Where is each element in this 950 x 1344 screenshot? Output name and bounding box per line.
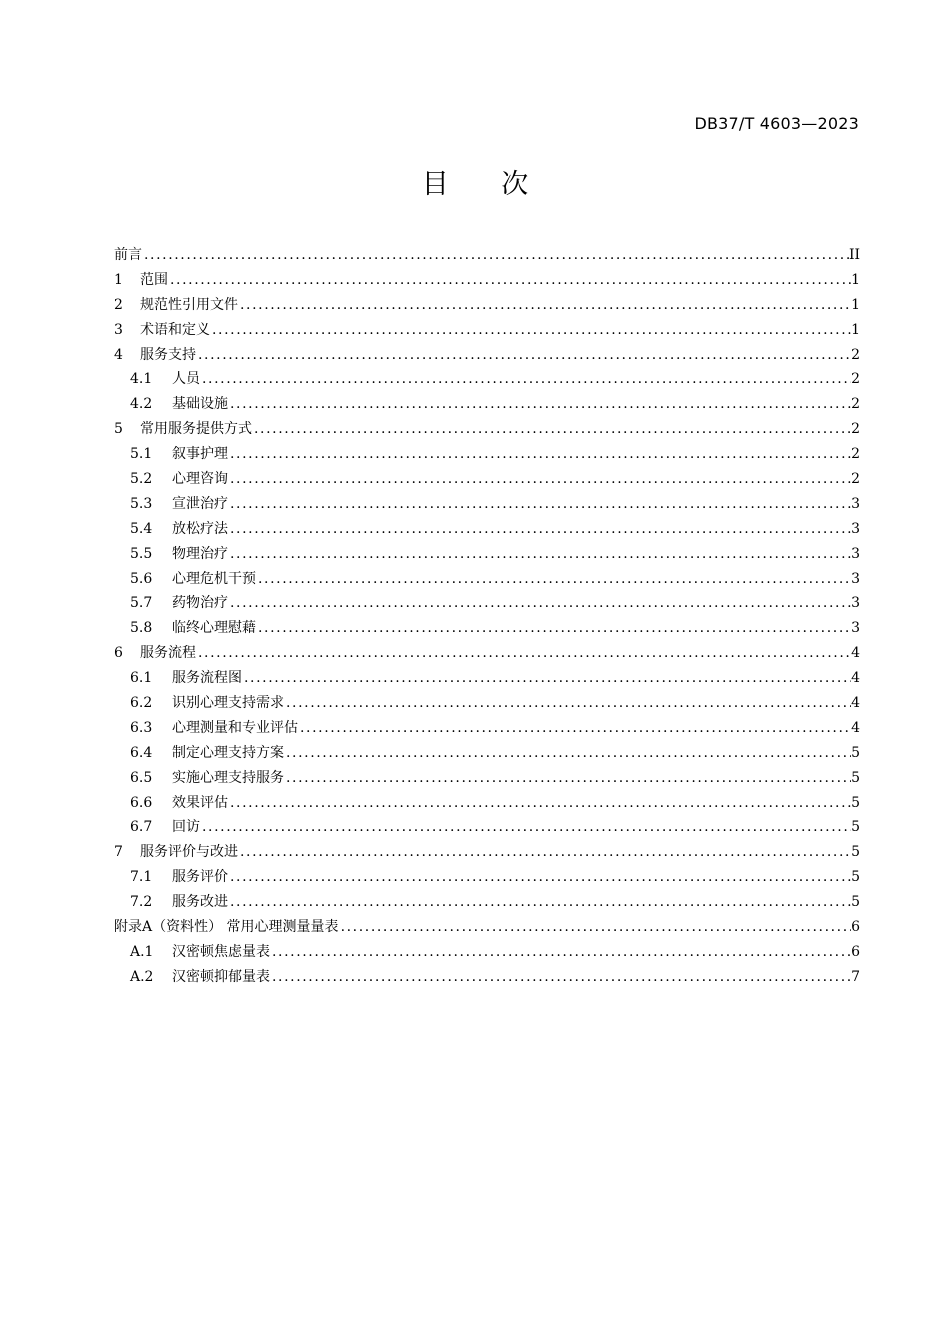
toc-entry-page: 6 — [851, 943, 860, 960]
toc-entry[interactable] — [114, 343, 860, 368]
toc-leader-dots — [238, 293, 851, 318]
document-code: DB37/T 4603—2023 — [694, 114, 859, 133]
toc-entry[interactable] — [114, 741, 860, 766]
toc-leader-dots — [284, 691, 851, 716]
toc-entry-label: 效果评估 — [172, 794, 228, 811]
toc-entry[interactable] — [114, 591, 860, 616]
toc-entry-page: 6 — [851, 919, 860, 936]
toc-entry[interactable] — [114, 417, 860, 442]
toc-entry[interactable] — [114, 865, 860, 890]
toc-entry-page: 4 — [851, 645, 860, 662]
toc-entry-number: 7.2 — [130, 894, 153, 911]
toc-entry-page: 5 — [851, 844, 860, 861]
toc-entry-number: 6.3 — [130, 719, 153, 736]
toc-entry-label: 服务改进 — [172, 894, 228, 911]
toc-leader-dots — [284, 766, 851, 791]
toc-entry[interactable] — [114, 666, 860, 691]
toc-entry[interactable] — [114, 840, 860, 865]
toc-entry[interactable] — [114, 542, 860, 567]
toc-entry-label: 汉密顿焦虑量表 — [172, 943, 270, 960]
toc-leader-dots — [228, 890, 851, 915]
toc-entry-label: 临终心理慰藉 — [172, 620, 256, 637]
toc-leader-dots — [270, 965, 851, 990]
toc-entry[interactable] — [114, 318, 860, 343]
toc-entry-page: 5 — [851, 894, 860, 911]
toc-leader-dots — [228, 591, 851, 616]
toc-leader-dots — [339, 915, 852, 940]
toc-entry-page: 3 — [851, 495, 860, 512]
toc-entry[interactable] — [114, 243, 860, 268]
toc-entry-label: 叙事护理 — [172, 446, 228, 463]
toc-entry-number: 4.2 — [130, 396, 153, 413]
toc-entry-number: 5.6 — [130, 570, 153, 587]
toc-leader-dots — [242, 666, 851, 691]
toc-leader-dots — [228, 467, 851, 492]
toc-entry[interactable] — [114, 567, 860, 592]
toc-entry[interactable] — [114, 467, 860, 492]
toc-entry[interactable] — [114, 641, 860, 666]
toc-entry-number: 1 — [114, 271, 123, 288]
toc-entry-label: 术语和定义 — [140, 321, 210, 338]
toc-entry-page: 4 — [851, 695, 860, 712]
toc-entry-page: II — [848, 247, 860, 263]
toc-entry-number: 2 — [114, 296, 123, 313]
toc-entry-number: 4 — [114, 346, 123, 363]
toc-entry-label: 识别心理支持需求 — [172, 695, 284, 712]
toc-leader-dots — [228, 865, 851, 890]
toc-entry-page: 1 — [851, 271, 860, 288]
toc-entry-number: 5.2 — [130, 471, 153, 488]
toc-entry-page: 1 — [851, 296, 860, 313]
toc-entry-label: 心理危机干预 — [172, 570, 256, 587]
toc-entry-page: 5 — [851, 744, 860, 761]
toc-entry-number: A.1 — [130, 943, 154, 960]
toc-entry[interactable] — [114, 616, 860, 641]
toc-entry-label: 常用服务提供方式 — [140, 421, 252, 438]
toc-entry[interactable] — [114, 890, 860, 915]
toc-entry[interactable] — [114, 915, 860, 940]
toc-entry-number: A.2 — [130, 968, 154, 985]
toc-entry-number: 6.6 — [130, 794, 153, 811]
toc-entry-label: 物理治疗 — [172, 545, 228, 562]
toc-entry-page: 2 — [851, 396, 860, 413]
toc-leader-dots — [252, 417, 851, 442]
toc-leader-dots — [228, 442, 851, 467]
toc-leader-dots — [142, 243, 849, 268]
toc-entry[interactable] — [114, 815, 860, 840]
toc-entry-page: 3 — [851, 620, 860, 637]
toc-entry-page: 5 — [851, 794, 860, 811]
toc-leader-dots — [200, 367, 851, 392]
toc-entry[interactable] — [114, 716, 860, 741]
toc-entry-page: 2 — [851, 471, 860, 488]
toc-leader-dots — [256, 616, 851, 641]
toc-leader-dots — [228, 392, 851, 417]
toc-entry-page: 2 — [851, 346, 860, 363]
toc-entry-label: 放松疗法 — [172, 520, 228, 537]
toc-entry[interactable] — [114, 791, 860, 816]
toc-entry-label: 前言 — [114, 247, 142, 263]
toc-entry-label: 服务支持 — [140, 346, 196, 363]
toc-entry-number: 5 — [114, 421, 123, 438]
toc-entry-page: 5 — [851, 869, 860, 886]
toc-entry-label: 制定心理支持方案 — [172, 744, 284, 761]
toc-entry-number: 6.7 — [130, 819, 153, 836]
toc-entry-number: 5.7 — [130, 595, 153, 612]
toc-entry[interactable] — [114, 392, 860, 417]
toc-leader-dots — [196, 343, 851, 368]
toc-entry-label: 心理咨询 — [172, 471, 228, 488]
toc-entry[interactable] — [114, 766, 860, 791]
toc-entry-page: 5 — [851, 819, 860, 836]
toc-entry[interactable] — [114, 691, 860, 716]
toc-entry[interactable] — [114, 492, 860, 517]
toc-entry-number: 5.4 — [130, 520, 153, 537]
toc-entry-label: 范围 — [140, 271, 168, 288]
toc-entry-number: 6.1 — [130, 670, 153, 687]
toc-entry-number: 6.2 — [130, 695, 153, 712]
toc-entry-label: 回访 — [172, 819, 200, 836]
toc-entry-label: 实施心理支持服务 — [172, 769, 284, 786]
toc-entry[interactable] — [114, 268, 860, 293]
toc-entry[interactable] — [114, 517, 860, 542]
toc-leader-dots — [168, 268, 851, 293]
toc-entry-number: 6.5 — [130, 769, 153, 786]
toc-leader-dots — [228, 517, 851, 542]
toc-entry-page: 4 — [851, 670, 860, 687]
toc-entry-page: 3 — [851, 520, 860, 537]
toc-entry-page: 7 — [851, 968, 860, 985]
toc-title: 目 次 — [421, 169, 551, 200]
toc-entry[interactable] — [114, 940, 860, 965]
toc-leader-dots — [284, 741, 851, 766]
toc-entry-label: 汉密顿抑郁量表 — [172, 968, 270, 985]
toc-entry-number: 5.3 — [130, 495, 153, 512]
table-of-contents — [114, 243, 860, 990]
toc-leader-dots — [196, 641, 851, 666]
toc-entry-page: 5 — [851, 769, 860, 786]
toc-entry-number: 5.5 — [130, 545, 153, 562]
toc-leader-dots — [228, 492, 851, 517]
toc-leader-dots — [238, 840, 851, 865]
toc-leader-dots — [228, 791, 851, 816]
toc-entry-label: 服务评价与改进 — [140, 844, 238, 861]
toc-entry-label: 服务流程图 — [172, 670, 242, 687]
toc-leader-dots — [200, 815, 851, 840]
toc-entry-number: 5.1 — [130, 446, 153, 463]
toc-entry-page: 4 — [851, 719, 860, 736]
toc-entry-label: 服务流程 — [140, 645, 196, 662]
toc-entry-number: 7 — [114, 844, 123, 861]
toc-entry-number: 7.1 — [130, 869, 153, 886]
toc-entry-label: 人员 — [172, 371, 200, 388]
toc-entry-number: 5.8 — [130, 620, 153, 637]
toc-leader-dots — [256, 567, 851, 592]
toc-leader-dots — [270, 940, 851, 965]
toc-entry-number: 6.4 — [130, 744, 153, 761]
toc-entry-page: 1 — [851, 321, 860, 338]
toc-entry-number: 6 — [114, 645, 123, 662]
toc-entry-label: 心理测量和专业评估 — [172, 719, 298, 736]
toc-entry-page: 2 — [851, 421, 860, 438]
toc-entry-label: 基础设施 — [172, 396, 228, 413]
toc-entry-number: 3 — [114, 321, 123, 338]
toc-entry-label: 附录A（资料性） 常用心理测量量表 — [114, 919, 339, 936]
toc-entry-page: 2 — [851, 371, 860, 388]
toc-entry[interactable] — [114, 367, 860, 392]
toc-leader-dots — [298, 716, 851, 741]
toc-entry-label: 药物治疗 — [172, 595, 228, 612]
toc-entry[interactable] — [114, 293, 860, 318]
toc-entry[interactable] — [114, 965, 860, 990]
toc-entry-page: 3 — [851, 570, 860, 587]
toc-entry-label: 服务评价 — [172, 869, 228, 886]
toc-entry-page: 3 — [851, 545, 860, 562]
toc-entry-label: 宣泄治疗 — [172, 495, 228, 512]
toc-entry[interactable] — [114, 442, 860, 467]
toc-entry-label: 规范性引用文件 — [140, 296, 238, 313]
toc-entry-number: 4.1 — [130, 371, 153, 388]
toc-leader-dots — [228, 542, 851, 567]
toc-entry-page: 3 — [851, 595, 860, 612]
toc-leader-dots — [210, 318, 851, 343]
toc-entry-page: 2 — [851, 446, 860, 463]
